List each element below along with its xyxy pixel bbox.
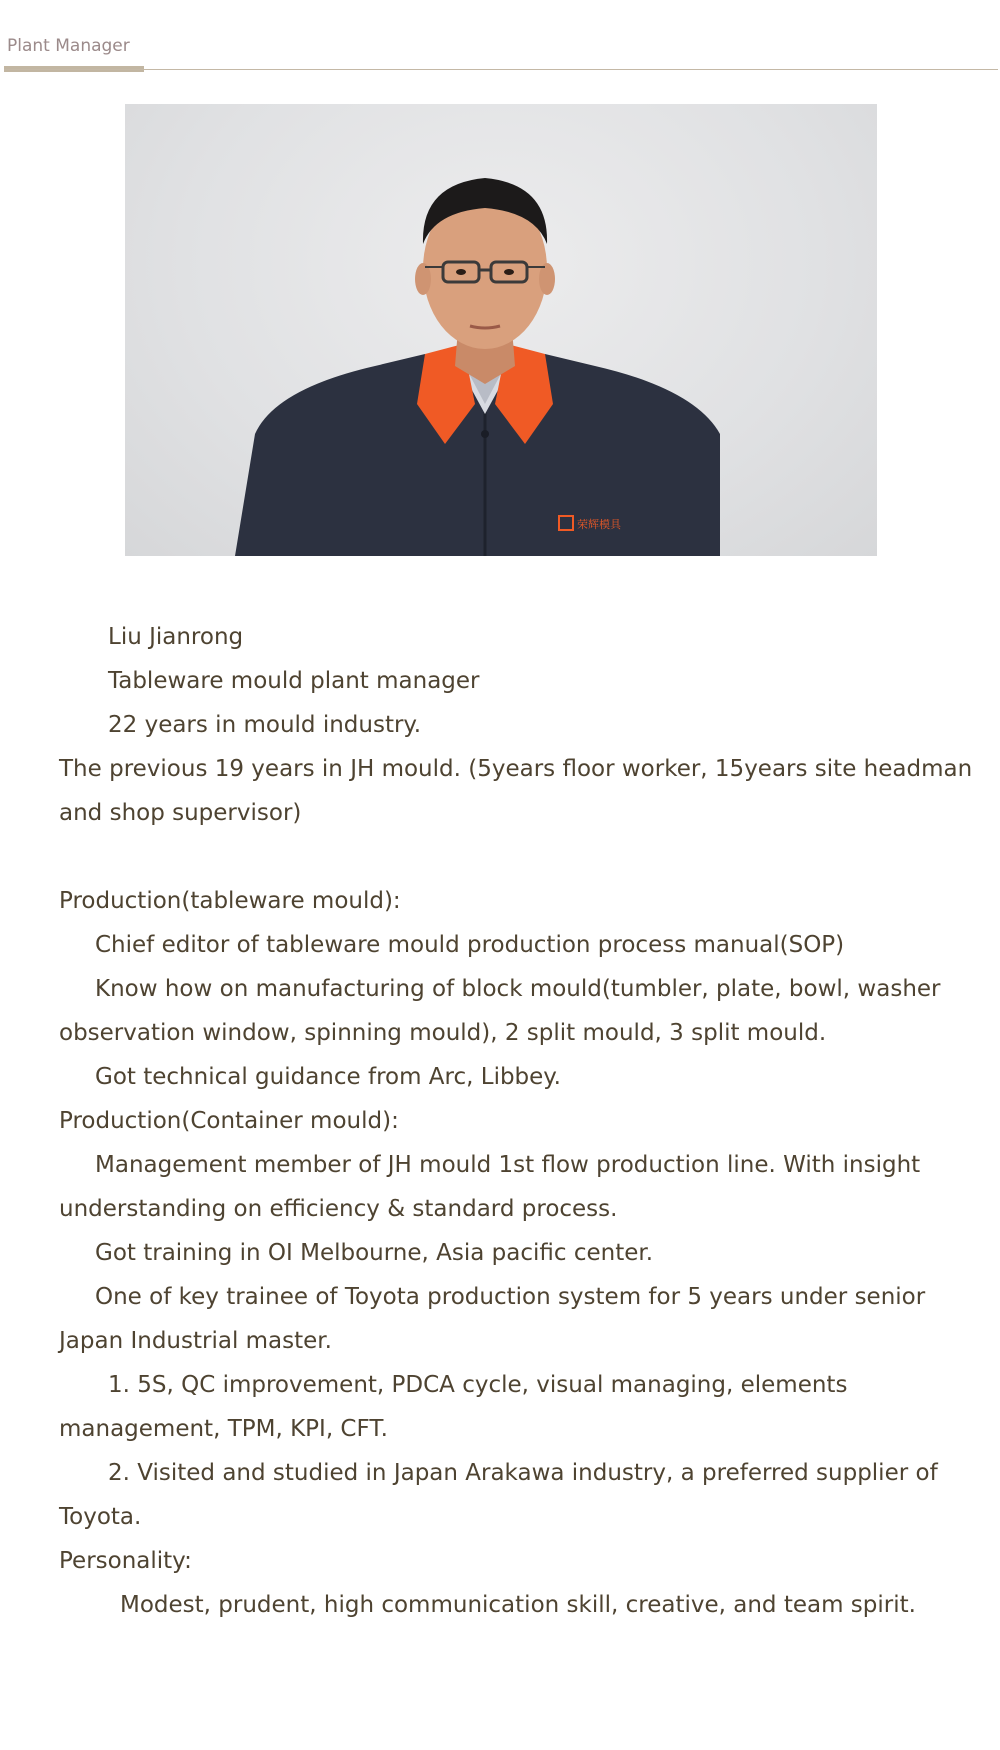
spacer xyxy=(59,835,959,879)
tableware-item-knowhow-1: Know how on manufacturing of block mould(tumbler, plate, bowl, washer xyxy=(95,976,941,1002)
portrait-illustration xyxy=(125,104,877,556)
container-item-toyota-2: Japan Industrial master. xyxy=(59,1328,332,1354)
container-subitem-2b: Toyota. xyxy=(59,1504,142,1530)
tableware-item-knowhow-2: observation window, spinning mould), 2 split mould, 3 split mould. xyxy=(59,1020,827,1046)
manager-name: Liu Jianrong xyxy=(108,624,244,650)
container-subitem-1b: management, TPM, KPI, CFT. xyxy=(59,1416,388,1442)
container-item-management-1: Management member of JH mould 1st flow production line. With insight xyxy=(95,1152,921,1178)
header-divider xyxy=(4,69,998,70)
personality-text: Modest, prudent, high communication skill, creative, and team spirit. xyxy=(120,1592,916,1618)
container-item-management-2: understanding on efficiency & standard process. xyxy=(59,1196,618,1222)
container-subitem-2a: 2. Visited and studied in Japan Arakawa industry, a preferred supplier of xyxy=(108,1460,938,1486)
tableware-item-sop: Chief editor of tableware mould production process manual(SOP) xyxy=(95,932,845,958)
badge-logo-text: 荣辉模具 xyxy=(577,518,621,531)
manager-photo xyxy=(125,104,877,556)
tableware-heading: Production(tableware mould): xyxy=(59,888,401,914)
container-subitem-1a: 1. 5S, QC improvement, PDCA cycle, visual managing, elements xyxy=(108,1372,848,1398)
container-heading: Production(Container mould): xyxy=(59,1108,399,1134)
personality-heading: Personality: xyxy=(59,1548,192,1574)
profile-content xyxy=(59,615,973,1627)
experience-years: 22 years in mould industry. xyxy=(108,712,422,738)
history-line-1: The previous 19 years in JH mould. (5years floor worker, 15years site headman xyxy=(59,756,973,782)
header-tab-label: Plant Manager xyxy=(7,36,130,56)
history-line-2: and shop supervisor) xyxy=(59,800,302,826)
container-item-training: Got training in OI Melbourne, Asia pacific center. xyxy=(95,1240,654,1266)
tableware-item-guidance: Got technical guidance from Arc, Libbey. xyxy=(95,1064,561,1090)
container-item-toyota-1: One of key trainee of Toyota production system for 5 years under senior xyxy=(95,1284,926,1310)
manager-title: Tableware mould plant manager xyxy=(108,668,480,694)
